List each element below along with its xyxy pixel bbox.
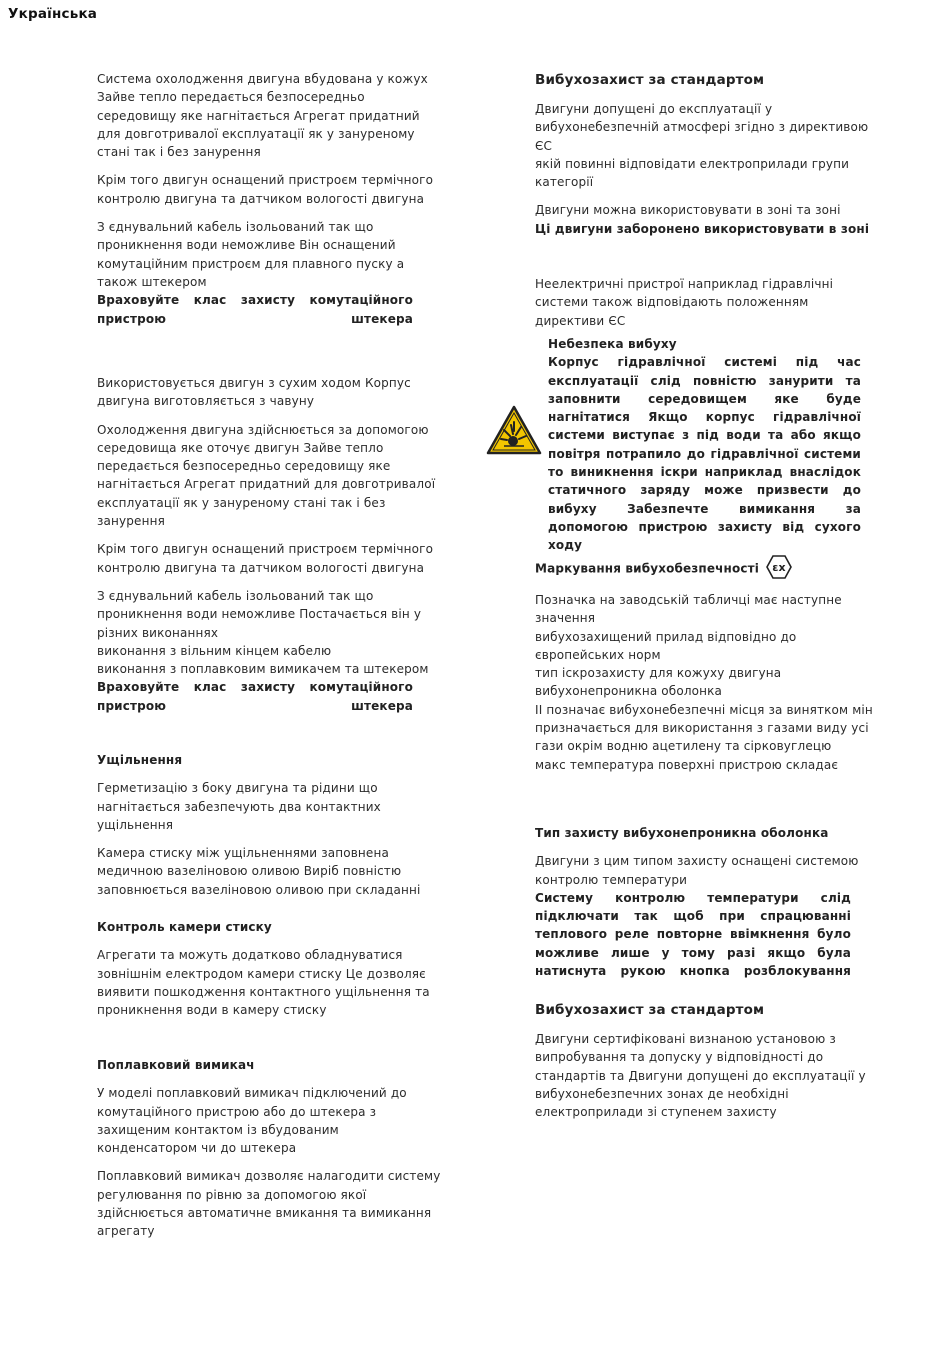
warning-title: Небезпека вибуху [548, 337, 677, 351]
section-heading [535, 557, 875, 581]
paragraph: У моделі поплавковий вимикач підключений до комутаційного пристрою або до штекера з захищеним контактом із вбудованим конденсатором чи до штекера [97, 1086, 407, 1156]
right-marking-section [535, 557, 875, 774]
paragraph: Поплавковий вимикач дозволяє налагодити систему регулювання по рівню за допомогою якої здійснюється автоматичне вмикання та вимикання агрегату [97, 1169, 441, 1239]
section-heading: Поплавковий вимикач [97, 1058, 255, 1072]
paragraph: Двигуни з цим типом захисту оснащені системою контролю температури [535, 854, 859, 887]
section-heading: Вибухозахист за стандартом [535, 72, 765, 88]
left-chamber-section [97, 918, 442, 1029]
paragraph: Крім того двигун оснащений пристроєм термічного контролю двигуна та датчиком вологості двигуна [97, 173, 434, 206]
bold-note: Враховуйте клас захисту комутаційного пристрою штекера [97, 293, 413, 326]
list-item: виконання з поплавковим вимикачем та штекером [97, 662, 429, 677]
paragraph: Двигуни сертифіковані визнаною установою з випробування та допуску у відповідності до стандартів та Двигуни допущені до експлуатації у вибухонебезпечних зонах де необхідні електроприлади зі ступенем захисту [535, 1032, 866, 1120]
marking-heading-text: Маркування вибухобезпечності [535, 561, 760, 576]
section-heading: Ущільнення [97, 753, 183, 767]
paragraph: З єднувальний кабель ізольований так що проникнення води неможливе Він оснащений комутаційним пристроєм для плавного пуску а також штекером [97, 220, 405, 289]
paragraph: Система охолодження двигуна вбудована у кожух Зайве тепло передається безпосередньо середовищу яке нагнітається Агрегат придатний для довготривалої експлуатації як у зануреному стані так і без занурення [97, 72, 428, 160]
paragraph: Позначка на заводській табличці має наступне значення [535, 593, 842, 626]
paragraph: Герметизацію з боку двигуна та рідини що нагнітається забезпечують два контактних ущільнення [97, 781, 381, 832]
bold-note: Ці двигуни заборонено використовувати в зоні [535, 221, 870, 236]
paragraph: якій повинні відповідати електроприлади групи категорії [535, 156, 850, 190]
ex-mark-icon [766, 555, 792, 579]
left-dry-motor [97, 374, 442, 715]
paragraph: Двигуни допущені до експлуатації у вибухонебезпечній атмосфері згідно з директивою ЄС [535, 102, 869, 153]
paragraph: Використовується двигун з сухим ходом Корпус двигуна виготовляється з чавуну [97, 376, 411, 409]
right-explosion-protection [535, 70, 875, 248]
section-heading: Контроль камери стиску [97, 920, 272, 934]
list-item: макс температура поверхні пристрою складає [535, 757, 839, 772]
paragraph: Камера стиску між ущільненнями заповнена медичною вазеліновою оливою Виріб повністю заповнюється вазеліновою оливою при складанні [97, 846, 421, 897]
left-intro [97, 70, 442, 328]
bold-note: Враховуйте клас захисту комутаційного пристрою штекера [97, 680, 413, 713]
list-item: призначається для використання з газами виду усі гази окрім водню ацетилену та сірковуглецю [535, 721, 869, 754]
bold-note: Систему контролю температури слід підключати так щоб при спрацюванні теплового реле повторне ввімкнення було можливе лише у тому разі якщо була натиснута рукою кнопка розблокування [535, 890, 851, 979]
paragraph: З єднувальний кабель ізольований так що проникнення води неможливе Постачається він у різних виконаннях [97, 588, 422, 640]
paragraph: Охолодження двигуна здійснюється за допомогою середовища яке оточує двигун Зайве тепло передається безпосередньо середовищу яке нагнітається Агрегат придатний для довготривалої експлуатації як у зануреному стані так і без занурення [97, 422, 436, 529]
explosion-warning-box [548, 335, 861, 555]
paragraph: Двигуни можна використовувати в зоні та зоні [535, 203, 841, 218]
left-float-section [97, 1056, 442, 1251]
right-type-section [535, 824, 875, 980]
left-seal-section [97, 751, 442, 909]
paragraph: Неелектричні пристрої наприклад гідравлічні системи також відповідають положенням директиви ЄС [535, 277, 834, 328]
paragraph: Крім того двигун оснащений пристроєм термічного контролю двигуна та датчиком вологості двигуна [97, 542, 434, 575]
warning-text: Корпус гідравлічної системі під час експлуатації слід повністю занурити та заповнити середовищем яке буде нагнітатися Якщо корпус гідравлічної системи виступає з під води та або якщо повітря потрапило до гідравлічної системи то виникнення іскри наприклад внаслідок статичного заряду може призвести до вибуху Забезпечте вимикання за допомогою пристрою захисту від сухого ходу [548, 355, 861, 553]
right-nonelectrical [535, 275, 875, 330]
list-item: II позначає вибухонебезпечні місця за винятком мін [535, 702, 873, 717]
list-item: виконання з вільним кінцем кабелю [97, 643, 332, 658]
explosion-warning-icon [486, 405, 542, 455]
svg-text:εx: εx [772, 561, 787, 574]
section-heading: Вибухозахист за стандартом [535, 1002, 765, 1018]
right-certification-section [535, 1000, 875, 1121]
paragraph: Агрегати та можуть додатково обладнуватися зовнішнім електродом камери стиску Це дозволяє виявити пошкодження контактного ущільнення та проникнення води в камеру стиску [97, 948, 430, 1018]
list-item: тип іскрозахисту для кожуху двигуна вибухонепроникна оболонка [535, 666, 782, 699]
language-label: Українська [8, 6, 98, 22]
section-heading: Тип захисту вибухонепроникна оболонка [535, 826, 829, 840]
list-item: вибухозахищений прилад відповідно до європейських норм [535, 629, 797, 662]
